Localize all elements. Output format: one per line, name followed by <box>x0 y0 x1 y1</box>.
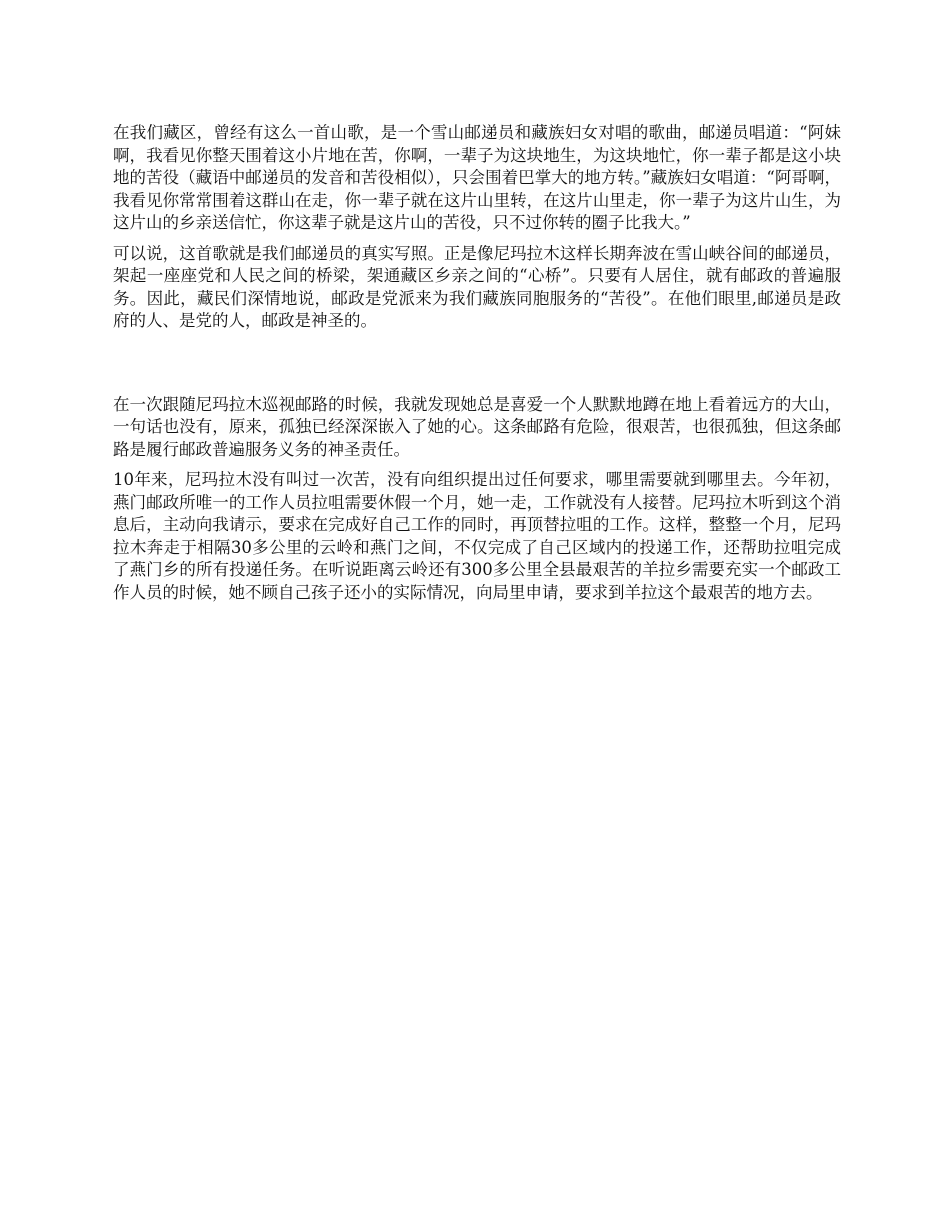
paragraph-ten-years: 10年来，尼玛拉木没有叫过一次苦，没有向组织提出过任何要求，哪里需要就到哪里去。今年初，燕门邮政所唯一的工作人员拉咀需要休假一个月，她一走，工作就没有人接替。尼玛拉木听到这个消息后，主动向我请示，要求在完成好自己工作的同时，再顶替拉咀的工作。这样，整整一个月，尼玛拉木奔走于相隔30多公里的云岭和燕门之间，不仅完成了自己区域内的投递工作，还帮助拉咀完成了燕门乡的所有投递任务。在听说距离云岭还有300多公里全县最艰苦的羊拉乡需要充实一个邮政工作人员的时候，她不顾自己孩子还小的实际情况，向局里申请，要求到羊拉这个最艰苦的地方去。 <box>113 470 841 602</box>
paragraph-mountain-song: 在我们藏区，曾经有这么一首山歌，是一个雪山邮递员和藏族妇女对唱的歌曲，邮递员唱道：“阿妹啊，我看见你整天围着这小片地在苦，你啊，一辈子为这块地生，为这块地忙，你一辈子都是这小块地的苦役（藏语中邮递员的发音和苦役相似），只会围着巴掌大的地方转。”藏族妇女唱道：“阿哥啊，我看见你常常围着这群山在走，你一辈子就在这片山里转，在这片山里走，你一辈子为这片山生，为这片山的乡亲送信忙，你这辈子就是这片山的苦役，只不过你转的圈子比我大。” <box>113 123 841 232</box>
paragraph-solitude: 在一次跟随尼玛拉木巡视邮路的时候，我就发现她总是喜爱一个人默默地蹲在地上看着远方的大山，一句话也没有，原来，孤独已经深深嵌入了她的心。这条邮路有危险，很艰苦，也很孤独，但这条邮路是履行邮政普遍服务义务的神圣责任。 <box>113 394 841 459</box>
paragraph-postman-portrait: 可以说，这首歌就是我们邮递员的真实写照。正是像尼玛拉木这样长期奔波在雪山峡谷间的邮递员，架起一座座党和人民之间的桥梁，架通藏区乡亲之间的“心桥”。只要有人居住，就有邮政的普遍服务。因此，藏民们深情地说，邮政是党派来为我们藏族同胞服务的“苦役”。在他们眼里,邮递员是政府的人、是党的人，邮政是神圣的。 <box>113 243 841 330</box>
document-body <box>113 122 841 604</box>
